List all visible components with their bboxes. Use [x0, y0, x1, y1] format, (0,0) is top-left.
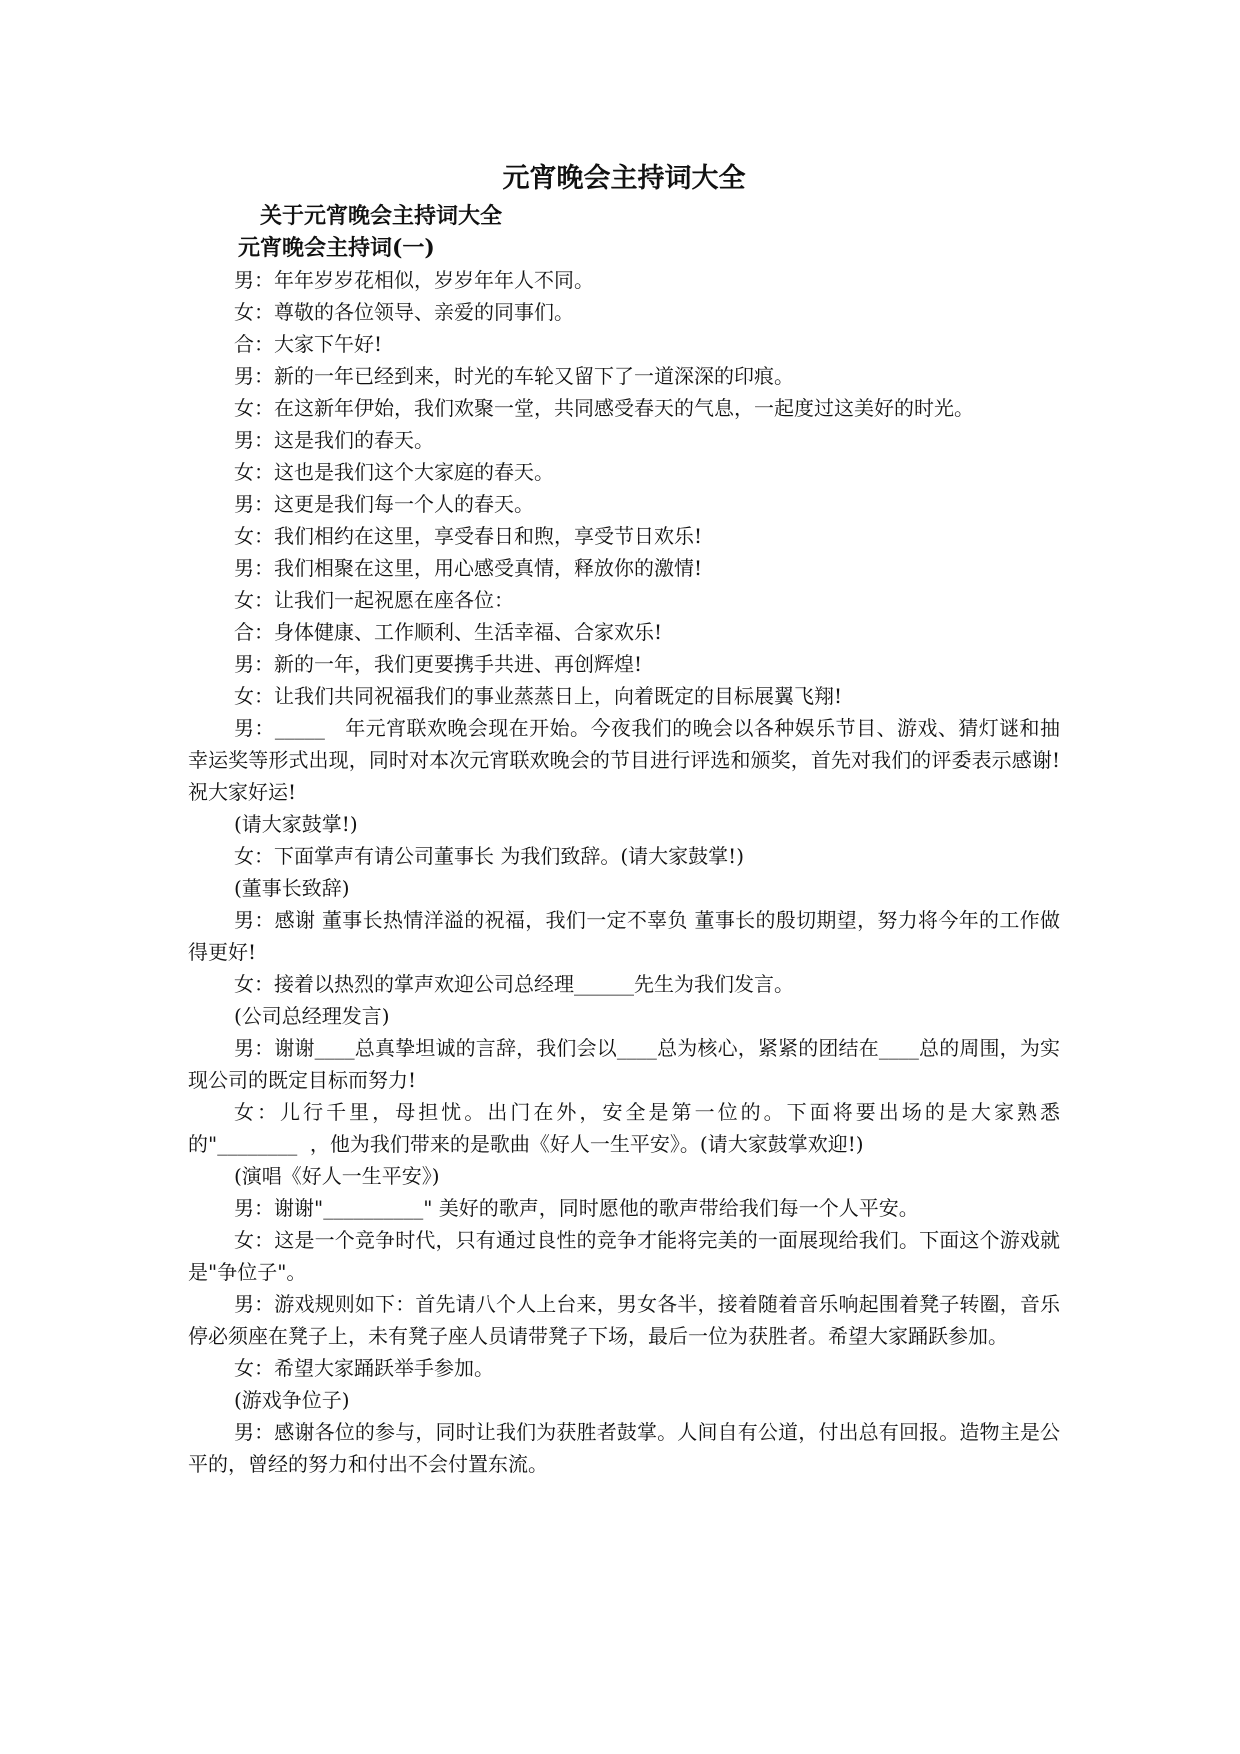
dialogue-line: 女：我们相约在这里，享受春日和煦，享受节日欢乐!	[234, 524, 703, 548]
stage-direction: (请大家鼓掌!)	[234, 812, 358, 836]
dialogue-line: 女：这也是我们这个大家庭的春天。	[234, 460, 554, 484]
document-subtitle: 关于元宵晚会主持词大全	[260, 203, 503, 229]
document-page	[188, 158, 1060, 1480]
dialogue-line: 男：这是我们的春天。	[234, 428, 434, 452]
stage-direction: (董事长致辞)	[234, 876, 350, 900]
dialogue-line: 女：这是一个竞争时代，只有通过良性的竞争才能将完美的一面展现给我们。下面这个游戏就是"争位子"。	[188, 1228, 1060, 1284]
dialogue-line: 女：在这新年伊始，我们欢聚一堂，共同感受春天的气息，一起度过这美好的时光。	[234, 396, 974, 420]
dialogue-line: 合：大家下午好!	[234, 332, 383, 356]
dialogue-line: 男：新的一年已经到来，时光的车轮又留下了一道深深的印痕。	[234, 364, 794, 388]
dialogue-line: 女：下面掌声有请公司董事长 为我们致辞。(请大家鼓掌!)	[234, 844, 744, 868]
dialogue-line: 男：我们相聚在这里，用心感受真情，释放你的激情!	[234, 556, 703, 580]
dialogue-line: 男：谢谢"__________" 美好的歌声，同时愿他的歌声带给我们每一个人平安。	[234, 1196, 919, 1220]
dialogue-line: 男：谢谢____总真挚坦诚的言辞，我们会以____总为核心，紧紧的团结在____总的周围，为实现公司的既定目标而努力!	[188, 1036, 1060, 1092]
dialogue-line: 女：儿行千里，母担忧。出门在外，安全是第一位的。下面将要出场的是大家熟悉的"________ ，他为我们带来的是歌曲《好人一生平安》。(请大家鼓掌欢迎!)	[188, 1100, 1060, 1156]
dialogue-line: 女：让我们共同祝福我们的事业蒸蒸日上，向着既定的目标展翼飞翔!	[234, 684, 843, 708]
dialogue-line: 女：让我们一起祝愿在座各位：	[234, 588, 514, 612]
stage-direction: (演唱《好人一生平安》)	[234, 1164, 440, 1188]
dialogue-line: 合：身体健康、工作顺利、生活幸福、合家欢乐!	[234, 620, 663, 644]
dialogue-line: 男：感谢各位的参与，同时让我们为获胜者鼓掌。人间自有公道，付出总有回报。造物主是公平的，曾经的努力和付出不会付置东流。	[188, 1420, 1060, 1476]
dialogue-line: 男：_____ 年元宵联欢晚会现在开始。今夜我们的晚会以各种娱乐节目、游戏、猜灯谜和抽幸运奖等形式出现，同时对本次元宵联欢晚会的节目进行评选和颁奖，首先对我们的评委表示感谢!祝大家好运!	[188, 716, 1060, 804]
section-heading: 元宵晚会主持词(一)	[238, 235, 435, 261]
stage-direction: (游戏争位子)	[234, 1388, 350, 1412]
dialogue-line: 女：尊敬的各位领导、亲爱的同事们。	[234, 300, 574, 324]
dialogue-line: 男：感谢 董事长热情洋溢的祝福，我们一定不辜负 董事长的殷切期望，努力将今年的工作做得更好!	[188, 908, 1060, 964]
dialogue-line: 男：这更是我们每一个人的春天。	[234, 492, 534, 516]
document-title: 元宵晚会主持词大全	[502, 163, 746, 194]
dialogue-body	[188, 264, 1060, 1480]
dialogue-line: 女：希望大家踊跃举手参加。	[234, 1356, 494, 1380]
dialogue-line: 女：接着以热烈的掌声欢迎公司总经理______先生为我们发言。	[234, 972, 794, 996]
dialogue-line: 男：游戏规则如下：首先请八个人上台来，男女各半，接着随着音乐响起围着凳子转圈，音乐停必须座在凳子上，未有凳子座人员请带凳子下场，最后一位为获胜者。希望大家踊跃参加。	[188, 1292, 1060, 1348]
dialogue-line: 男：年年岁岁花相似，岁岁年年人不同。	[234, 268, 594, 292]
stage-direction: (公司总经理发言)	[234, 1004, 390, 1028]
dialogue-line: 男：新的一年，我们更要携手共进、再创辉煌!	[234, 652, 643, 676]
